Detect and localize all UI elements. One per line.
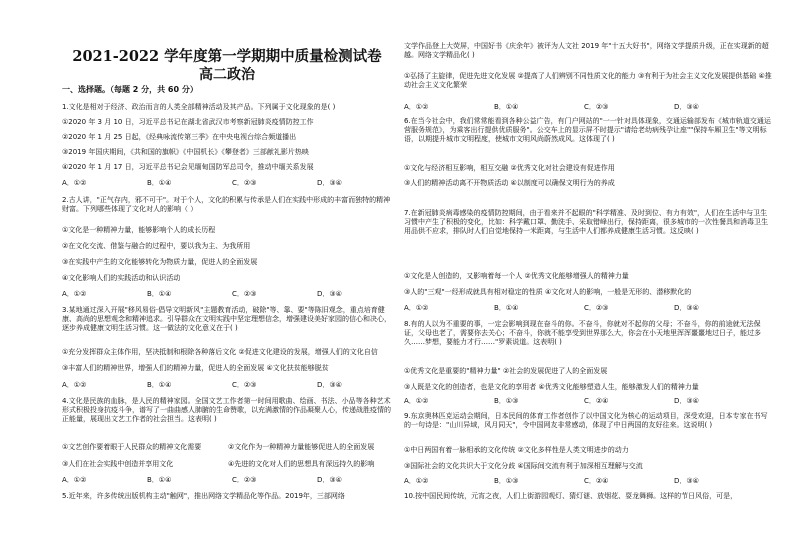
question-4-stem: 4.文化是民族的血脉，是人民的精神家园。全国文艺工作者第一时间用歌曲、绘画、书法、小品等各种艺术形式积极投身抗疫斗争，谱写了一曲曲感人肺腑的生命赞歌，以充满激情的作品凝聚人心，传递战胜疫情的正能量，展现出文艺工作者的社会担当。这表明( ) bbox=[62, 397, 391, 423]
q7-option-b: B．①④ bbox=[494, 304, 519, 312]
q7-option-c: C．②③ bbox=[584, 304, 609, 312]
question-10-stem-start: 10.按中国民间传统，元宵之夜，人们上街游园观灯、猜灯谜、放烟花、耍龙舞狮。这样的节日风俗，可是， bbox=[404, 492, 738, 500]
question-4-choice-2: ②文化作为一种精神力量能够促进人的全面发展 bbox=[228, 443, 375, 451]
q4-option-c: C．②③ bbox=[232, 476, 257, 484]
q5-option-b: B．①④ bbox=[494, 103, 519, 111]
q3-option-c: C．②③ bbox=[232, 381, 257, 389]
question-2-choice-3: ③在实践中产生的文化能够转化为物质力量，促进人的全面发展 bbox=[62, 258, 258, 266]
question-1-stem: 1.文化是相对于经济、政治而言的人类全部精神活动及其产品。下列属于文化现象的是( ) bbox=[62, 103, 336, 111]
exam-subtitle: 高二政治 bbox=[199, 67, 255, 83]
q2-option-a: A．①② bbox=[62, 290, 87, 298]
question-8-choices-1-2: ①优秀文化是重要的"精神力量" ②社会的发展促进了人的全面发展 bbox=[404, 367, 608, 375]
q4-option-a: A．①② bbox=[62, 476, 87, 484]
question-6-stem: 6.在当今社会中，我们常常能看到各种公益广告，有门户网站的"一一针对具体现象，交通运输部发布《城市轨道交通运营服务规范》，为乘客出行提供优质服务"。公交车上的显示屏不时提示"请给老幼病残孕让座""保持车厢卫生"等文明标语，以期提升城市文明程度，使城市文明风尚蔚然成风。这体现了( ) bbox=[404, 117, 771, 143]
q4-option-b: B．①④ bbox=[147, 476, 172, 484]
question-1-choice-2: ②2020 年 1 月 25 日起，《经典咏流传第三季》在中央电视台综合频道播出 bbox=[62, 133, 297, 141]
question-8-stem: 8.有的人以为不重要的事，一定会影响到现在奋斗的你。不奋斗，你就对不起你的父母；不奋斗，你的前途就无法保证，父母也老了，需要你去关心；不奋斗，你就不能享受到世界那么大，你会在小天地里浑浑噩噩地过日子，能过多久……梦想，要能力才行……"罗素说道。这表明( ) bbox=[404, 320, 761, 346]
question-7-choices-1-2: ①文化是人创造的，又影响着每一个人 ②优秀文化能够增强人的精神力量 bbox=[404, 272, 629, 280]
q3-option-d: D．③④ bbox=[317, 381, 342, 389]
q1-option-b: B．①④ bbox=[147, 179, 172, 187]
q2-option-d: D．③④ bbox=[317, 290, 342, 298]
q5-option-c: C．②③ bbox=[584, 103, 609, 111]
question-7-stem: 7.在新冠肺炎病毒感染的疫情防控期间，由于看来并不起眼的"科学精准、及时到位、有力有效"，人们在生活中与卫生习惯中产生了积极的变化，比如：科学戴口罩、勤洗手、采取错峰出行，保持距离，很多城市的一次性餐具和消毒卫生用品供不应求，排队时人们自觉地保持一米距离，与生活中人们都养成健康生活习惯。这反映( ) bbox=[404, 209, 768, 235]
question-1-choice-3: ③2019 年国庆期间，《共和国的旗帜》《中国机长》《攀登者》三部献礼影片热映 bbox=[62, 148, 309, 156]
q9-option-b: B．①③ bbox=[494, 477, 519, 485]
q1-option-c: C．②③ bbox=[232, 179, 257, 187]
q5-option-d: D．③④ bbox=[674, 103, 699, 111]
q8-option-d: D．③④ bbox=[674, 397, 699, 405]
question-9-choices-3-4: ③国际社会的文化共识大于文化分歧 ④国际间交流有利于加深相互理解与交流 bbox=[404, 462, 643, 470]
q7-option-d: D．③④ bbox=[674, 304, 699, 312]
q2-option-c: C．②③ bbox=[232, 290, 257, 298]
q3-option-b: B．①④ bbox=[147, 381, 172, 389]
question-8-choices-3-4: ③人既是文化的创造者，也是文化的享用者 ④优秀文化能够塑造人生，能够激发人们的精神力量 bbox=[404, 383, 699, 391]
question-3-stem: 3.某地通过深入开展"移风易俗·倡导文明新风"主题教育活动，破除"等、靠、要"等陈旧观念，重点培育健康、高尚的思想观念和精神追求。引导群众在文明实践中坚定理想信念，增强建设美好家园的信心和决心，逐步养成健康文明生活习惯。这一做法的文化意义在于( ) bbox=[62, 306, 391, 332]
question-6-choices-3-4: ③人们的精神活动离不开物质活动 ④以制度可以确保文明行为的养成 bbox=[404, 179, 615, 187]
section-heading: 一、选择题。（每题 2 分，共 60 分） bbox=[62, 85, 198, 94]
question-2-choice-1: ①文化是一种精神力量，能够影响个人的成长历程 bbox=[62, 226, 216, 234]
question-2-stem: 2.古人讲，"正气存内，邪不可干"。对于个人，文化的积累与传承是人们在实践中形成的丰富而独特的精神财富。下列哪些体现了文化对人的影响（ ） bbox=[62, 196, 391, 213]
q1-option-a: A．①② bbox=[62, 179, 87, 187]
question-2-choice-4: ④文化影响人们的实践活动和认识活动 bbox=[62, 274, 181, 282]
question-1-choice-1: ①2020 年 3 月 10 日，习近平总书记在湖北省武汉市考察新冠肺炎疫情防控工作 bbox=[62, 118, 314, 126]
question-4-choice-3: ③人们在社会实践中创造并享用文化 bbox=[62, 460, 174, 468]
question-3-choice-3-4: ③丰富人们的精神世界，增强人们的精神力量，促进人的全面发展 ④文化扶贫能够脱贫 bbox=[62, 364, 329, 372]
question-5-stem-cont: 文学作品登上大荧屏，中国好书《庆余年》被评为人文社 2019 年"十五大好书"，网络文学提质升级，正在实现新的超越。网络文学精品化( ) bbox=[404, 42, 769, 59]
q5-option-a: A．①② bbox=[404, 103, 429, 111]
question-2-choice-2: ②在文化交流、借鉴与融合的过程中，要以我为主、为我所用 bbox=[62, 242, 251, 250]
question-1-choice-4: ④2020 年 1 月 17 日，习近平总书记会见缅甸国防军总司令，推动中缅关系发展 bbox=[62, 163, 314, 171]
q7-option-a: A．①② bbox=[404, 304, 429, 312]
question-5-choices: ①弘扬了主旋律，促进先进文化发展 ②提高了人们辨别不同性质文化的能力 ③有利于为社会主义文化发展提供基础 ④推动社会主义文化繁荣 bbox=[404, 72, 772, 89]
question-6-choices-1-2: ①文化与经济相互影响，相互交融 ②优秀文化对社会建设有促进作用 bbox=[404, 164, 615, 172]
question-3-choice-1-2: ①充分发挥群众主体作用，坚决抵制和根除各种落后文化 ②促进文化建设的发展，增强人们的文化自信 bbox=[62, 348, 378, 356]
question-9-stem: 9.东京奥林匹克运动会期间，日本民间的体育工作者创作了以中国文化为核心的运动项目，深受欢迎，日本专家在书写的一句诗是："山川异域，风月同天"，令中国网友非常感动，体现了中日两国的友好往来。这说明( ) bbox=[404, 412, 768, 429]
q9-option-c: C．②④ bbox=[584, 477, 609, 485]
question-4-choice-1: ①文艺创作要着眼于人民群众的精神文化需要 bbox=[62, 443, 202, 451]
q9-option-a: A．①② bbox=[404, 477, 429, 485]
q9-option-d: D．③④ bbox=[674, 477, 699, 485]
exam-title: 2021-2022 学年度第一学期期中质量检测试卷 bbox=[72, 48, 382, 65]
q1-option-d: D．③④ bbox=[317, 179, 342, 187]
q8-option-c: C．②④ bbox=[584, 397, 609, 405]
question-9-choices-1-2: ①中日两国有着一脉相承的文化传统 ②文化多样性是人类文明进步的动力 bbox=[404, 446, 629, 454]
question-4-choice-4: ④先进的文化对人们的思想具有深远持久的影响 bbox=[228, 460, 375, 468]
q4-option-d: D．③④ bbox=[317, 476, 342, 484]
q8-option-b: B．①③ bbox=[494, 397, 519, 405]
q2-option-b: B．①④ bbox=[147, 290, 172, 298]
question-5-stem-start: 5.近年来，许多传统出版机构主动"触网"，推出网络文学精品化等作品。2019年，三部网络 bbox=[62, 492, 345, 500]
q3-option-a: A．①② bbox=[62, 381, 87, 389]
question-7-choices-3-4: ③人的"三观"一经形成就具有相对稳定的性质 ④文化对人的影响，一般是无形的、潜移默化的 bbox=[404, 288, 692, 296]
q8-option-a: A．①② bbox=[404, 397, 429, 405]
